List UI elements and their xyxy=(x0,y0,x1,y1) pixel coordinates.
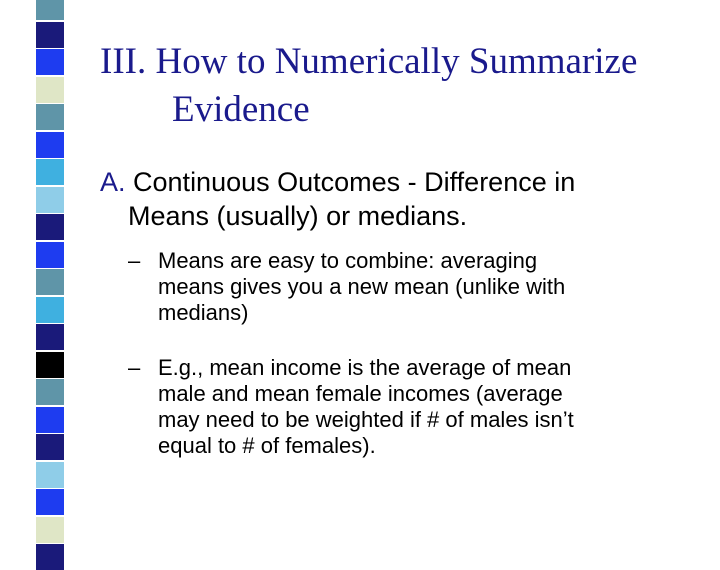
sub-point-2-line-1: E.g., mean income is the average of mean xyxy=(158,355,572,380)
title-line-2: Evidence xyxy=(172,89,310,130)
sub-point-1-dash: – xyxy=(128,248,141,273)
point-a xyxy=(100,165,700,233)
sub-point-1-line-2: means gives you a new mean (unlike with xyxy=(158,274,566,299)
stripe-cell xyxy=(36,324,64,350)
point-a-marker: A. xyxy=(100,167,126,197)
sub-point-1 xyxy=(128,248,698,326)
point-a-line-2: Means (usually) or medians. xyxy=(128,201,468,231)
stripe-cell xyxy=(36,159,64,185)
stripe-cell xyxy=(36,187,64,213)
sub-point-2 xyxy=(128,355,698,459)
stripe-cell xyxy=(36,297,64,323)
sub-point-1-line-3: medians) xyxy=(158,300,249,325)
stripe-cell xyxy=(36,352,64,378)
sub-point-2-line-2: male and mean female incomes (average xyxy=(158,381,563,406)
decorative-stripe-bar xyxy=(36,0,64,540)
stripe-cell xyxy=(36,269,64,295)
stripe-cell xyxy=(36,49,64,75)
stripe-cell xyxy=(36,407,64,433)
stripe-cell xyxy=(36,104,64,130)
stripe-cell xyxy=(36,0,64,20)
sub-point-2-line-4: equal to # of females). xyxy=(158,433,376,458)
title-line-1: How to Numerically Summarize xyxy=(155,41,638,82)
stripe-cell xyxy=(36,132,64,158)
stripe-cell xyxy=(36,77,64,103)
sub-point-2-dash: – xyxy=(128,355,141,380)
title-prefix: III. xyxy=(100,41,147,82)
stripe-cell xyxy=(36,434,64,460)
stripe-cell xyxy=(36,242,64,268)
sub-point-1-line-1: Means are easy to combine: averaging xyxy=(158,248,538,273)
sub-point-2-line-3: may need to be weighted if # of males isn’t xyxy=(158,407,574,432)
stripe-cell xyxy=(36,379,64,405)
stripe-cell xyxy=(36,544,64,570)
stripe-cell xyxy=(36,517,64,543)
stripe-cell xyxy=(36,214,64,240)
stripe-cell xyxy=(36,462,64,488)
stripe-cell xyxy=(36,22,64,48)
slide-title xyxy=(100,38,700,134)
point-a-line-1: Continuous Outcomes - Difference in xyxy=(133,167,576,197)
stripe-cell xyxy=(36,489,64,515)
